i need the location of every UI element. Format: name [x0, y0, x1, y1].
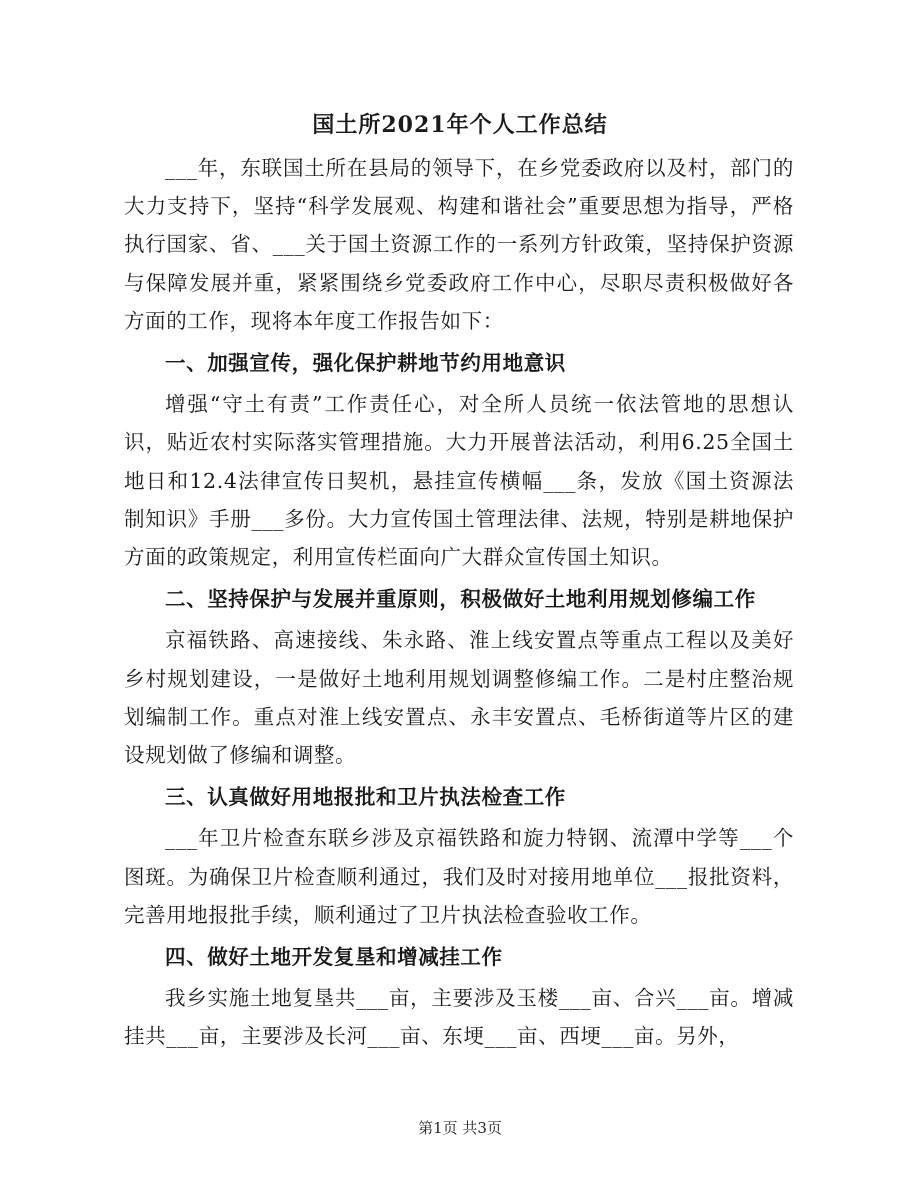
section-1-paragraph: 增强“守土有责”工作责任心，对全所人员统一依法管地的思想认识，贴近农村实际落实管理措施。大力开展普法活动，利用6.25全国土地日和12.4法律宣传日契机，悬挂宣传横幅___条，发放《国土资源法制知识》手册___多份。大力宣传国土管理法律、法规，特别是耕地保护方面的政策规定，利用宣传栏面向广大群众宣传国土知识。: [124, 392, 794, 570]
document-title: 国土所2021年个人工作总结: [312, 112, 608, 138]
section-1-heading: 一、加强宣传，强化保护耕地节约用地意识: [165, 351, 566, 376]
document-body: [124, 149, 794, 1056]
page-number-footer: 第1页 共3页: [418, 1119, 502, 1137]
section-2-heading: 二、坚持保护与发展并重原则，积极做好土地利用规划修编工作: [165, 587, 756, 612]
section-2-paragraph: 京福铁路、高速接线、朱永路、淮上线安置点等重点工程以及美好乡村规划建设，一是做好土地利用规划调整修编工作。二是村庄整治规划编制工作。重点对淮上线安置点、永丰安置点、毛桥街道等片区的建设规划做了修编和调整。: [124, 628, 794, 768]
section-4-heading: 四、做好土地开发复垦和增减挂工作: [165, 945, 503, 970]
intro-paragraph: ___年，东联国土所在县局的领导下，在乡党委政府以及村，部门的大力支持下，坚持“科学发展观、构建和谐社会”重要思想为指导，严格执行国家、省、___关于国土资源工作的一系列方针政策，坚持保护资源与保障发展并重，紧紧围绕乡党委政府工作中心，尽职尽责积极做好各方面的工作，现将本年度工作报告如下：: [124, 156, 794, 333]
section-4-paragraph: 我乡实施土地复垦共___亩，主要涉及玉楼___亩、合兴___亩。增减挂共___亩，主要涉及长河___亩、东埂___亩、西埂___亩。另外，: [124, 986, 794, 1049]
section-3-paragraph: ___年卫片检查东联乡涉及京福铁路和旋力特钢、流潭中学等___个图斑。为确保卫片检查顺利通过，我们及时对接用地单位___报批资料，完善用地报批手续，顺利通过了卫片执法检查验收工作。: [124, 826, 794, 927]
section-3-heading: 三、认真做好用地报批和卫片执法检查工作: [165, 785, 566, 810]
